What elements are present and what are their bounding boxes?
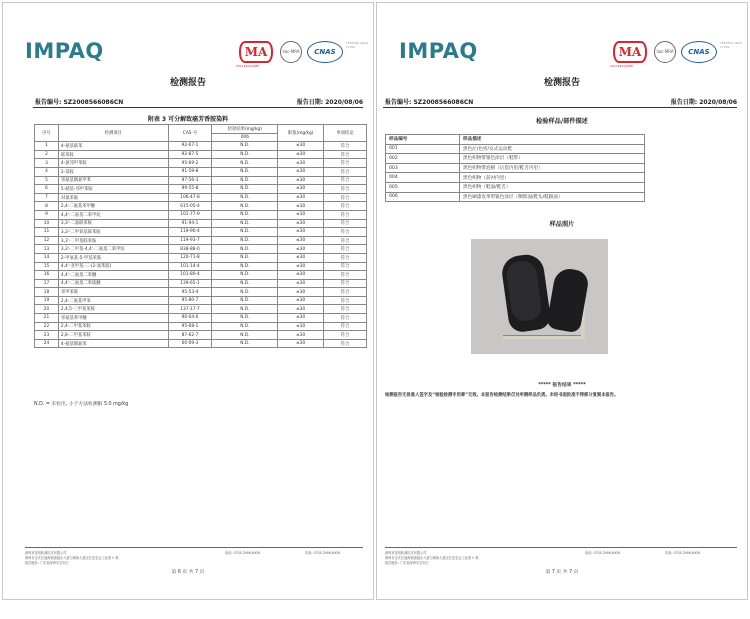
table-row	[386, 163, 645, 173]
cell-conclusion: 符合	[324, 279, 367, 288]
cell-result: N.D.	[212, 262, 278, 271]
cell-cas: 119-90-4	[168, 228, 212, 237]
cell-result: N.D.	[212, 296, 278, 305]
cell-no: 17	[35, 279, 59, 288]
cell-no: 15	[35, 262, 59, 271]
cell-item: 2,4-二氨基苯甲醚	[58, 202, 168, 211]
cnas-cert-icon: CNAS	[307, 41, 343, 63]
cell-sample-desc: 黑色/白色男/女式运动鞋	[460, 144, 645, 154]
cell-cas: 92-67-1	[168, 142, 212, 151]
cell-limit: ≤30	[278, 245, 324, 254]
cell-limit: ≤30	[278, 167, 324, 176]
cell-limit: ≤30	[278, 331, 324, 340]
table-row	[35, 176, 367, 185]
cell-result: N.D.	[212, 159, 278, 168]
report-end: ***** 报告结束 *****	[538, 383, 586, 388]
cell-no: 19	[35, 296, 59, 305]
table-row	[35, 262, 367, 271]
cell-cas: 95-68-1	[168, 322, 212, 331]
azo-dye-table	[34, 124, 367, 348]
samples-title: 检验样品/部件描述	[536, 118, 588, 125]
cma-cert-number: 201719011986	[236, 64, 259, 67]
impaq-logo: IMPAQ	[25, 39, 104, 63]
page-number: 第 6 页 共 7 页	[171, 570, 205, 575]
cell-item: 5-硝基-邻甲苯胺	[58, 185, 168, 194]
col-header-sample-006: 006	[212, 133, 278, 142]
cell-result: N.D.	[212, 176, 278, 185]
cell-limit: ≤30	[278, 314, 324, 323]
cell-no: 10	[35, 219, 59, 228]
cell-limit: ≤30	[278, 322, 324, 331]
cell-result: N.D.	[212, 253, 278, 262]
cell-limit: ≤30	[278, 210, 324, 219]
cell-limit: ≤30	[278, 262, 324, 271]
cnas-cert-icon: CNAS	[681, 41, 717, 63]
cell-sample-desc: 黑色织物带银色涂层（鞋带）	[460, 154, 645, 164]
cell-cas: 101-14-4	[168, 262, 212, 271]
report-meta	[35, 97, 363, 107]
cell-sample-id: 006	[386, 192, 460, 202]
cell-result: N.D.	[212, 219, 278, 228]
footer-service: 报告服务: 广东省深圳市宝安区	[385, 561, 429, 565]
cma-cert-icon: MA	[239, 41, 273, 63]
cell-item: 3,3'-二甲氧基联苯胺	[58, 228, 168, 237]
cell-cas: 101-80-4	[168, 271, 212, 280]
cell-cas: 60-09-3	[168, 339, 212, 348]
cell-cas: 97-56-3	[168, 176, 212, 185]
cell-item: 对氯苯胺	[58, 193, 168, 202]
cell-item: 4-氯邻甲苯胺	[58, 159, 168, 168]
table-row	[35, 314, 367, 323]
cell-no: 2	[35, 150, 59, 159]
cell-no: 3	[35, 159, 59, 168]
cell-result: N.D.	[212, 236, 278, 245]
cell-no: 23	[35, 331, 59, 340]
footer-address: 深圳市宝安区福海街道福永大道与新和大道交汇处宏达工业园 C 栋	[385, 556, 479, 560]
cell-result: N.D.	[212, 245, 278, 254]
cell-conclusion: 符合	[324, 202, 367, 211]
table-row	[386, 173, 645, 183]
cell-item: 2,4-二甲基苯胺	[58, 322, 168, 331]
cell-item: 4,4'-二氨基二苯甲烷	[58, 210, 168, 219]
cell-no: 9	[35, 210, 59, 219]
table-row	[35, 305, 367, 314]
table-row	[386, 154, 645, 164]
cell-item: 4-氨基偶氮苯	[58, 339, 168, 348]
cell-sample-desc: 黑色织物（前衬内里）	[460, 173, 645, 183]
col-header-item: 检测项目	[58, 125, 168, 142]
table-row	[35, 185, 367, 194]
cell-conclusion: 符合	[324, 253, 367, 262]
footer-divider	[25, 547, 363, 548]
report-date: 报告日期: 2020/08/06	[670, 99, 737, 106]
footnote: N.D. = 未检出, 小于方法检测限 5.0 mg/kg	[34, 402, 129, 407]
cell-item: 2,6-二甲基苯胺	[58, 331, 168, 340]
col-header-sample-desc: 样品描述	[460, 135, 645, 145]
cell-conclusion: 符合	[324, 322, 367, 331]
table-row	[386, 182, 645, 192]
cell-no: 24	[35, 339, 59, 348]
table-row	[35, 253, 367, 262]
table-row	[35, 150, 367, 159]
cell-sample-id: 004	[386, 173, 460, 183]
cell-sample-id: 001	[386, 144, 460, 154]
disclaimer: 检测报告无批准人签字及“检验检测专用章”无效。本报告检测结果仅对所测样品负责。未经书面批准不得部分复制本报告。	[385, 393, 619, 398]
footer-company: 深圳市英柏检测技术有限公司	[25, 551, 67, 555]
cell-item: 2-甲氧基-5-甲基苯胺	[58, 253, 168, 262]
cell-limit: ≤30	[278, 193, 324, 202]
table-title: 附表 3 可分解致癌芳香胺染料	[147, 116, 229, 123]
sample-photo	[471, 239, 608, 354]
report-page-7	[376, 2, 748, 600]
cell-conclusion: 符合	[324, 262, 367, 271]
cell-conclusion: 符合	[324, 142, 367, 151]
col-header-limit: 限值(mg/kg)	[278, 125, 324, 142]
cell-item: 3,3'-二甲基-4,4'-二氨基二苯甲烷	[58, 245, 168, 254]
cell-limit: ≤30	[278, 228, 324, 237]
cell-conclusion: 符合	[324, 185, 367, 194]
cell-cas: 95-53-4	[168, 288, 212, 297]
table-row	[35, 193, 367, 202]
cell-item: 3,3'-二甲基联苯胺	[58, 236, 168, 245]
col-header-sample-id: 样品编号	[386, 135, 460, 145]
cell-limit: ≤30	[278, 305, 324, 314]
cell-cas: 91-94-1	[168, 219, 212, 228]
cell-item: 4,4'-亚甲基-二-(2-氯苯胺)	[58, 262, 168, 271]
cell-cas: 137-17-7	[168, 305, 212, 314]
report-number: 报告编号: SZ2008566086CN	[385, 99, 474, 106]
cell-cas: 92-87-5	[168, 150, 212, 159]
cell-limit: ≤30	[278, 150, 324, 159]
table-row	[35, 271, 367, 280]
report-page-6	[2, 2, 374, 600]
impaq-logo: IMPAQ	[399, 39, 478, 63]
cell-no: 20	[35, 305, 59, 314]
cell-conclusion: 符合	[324, 150, 367, 159]
cell-conclusion: 符合	[324, 219, 367, 228]
cell-conclusion: 符合	[324, 245, 367, 254]
cell-conclusion: 符合	[324, 228, 367, 237]
cell-limit: ≤30	[278, 253, 324, 262]
samples-table	[385, 134, 645, 202]
cell-cas: 101-77-9	[168, 210, 212, 219]
cell-sample-desc: 黑色织物（鞋面/鞋舌）	[460, 182, 645, 192]
cell-item: 联苯胺	[58, 150, 168, 159]
cell-no: 1	[35, 142, 59, 151]
cell-result: N.D.	[212, 314, 278, 323]
cell-limit: ≤30	[278, 219, 324, 228]
table-row	[35, 322, 367, 331]
cell-conclusion: 符合	[324, 176, 367, 185]
cell-limit: ≤30	[278, 288, 324, 297]
cell-cas: 87-62-7	[168, 331, 212, 340]
cell-cas: 615-05-4	[168, 202, 212, 211]
cell-conclusion: 符合	[324, 305, 367, 314]
cell-cas: 106-47-8	[168, 193, 212, 202]
cell-no: 7	[35, 193, 59, 202]
cell-cas: 95-69-2	[168, 159, 212, 168]
cell-item: 4,4'-二氨基二苯醚	[58, 271, 168, 280]
footer-company: 深圳市英柏检测技术有限公司	[385, 551, 427, 555]
col-header-no: 序号	[35, 125, 59, 142]
cell-limit: ≤30	[278, 339, 324, 348]
cell-limit: ≤30	[278, 202, 324, 211]
cell-sample-id: 003	[386, 163, 460, 173]
footer-phone: 电话: 0755-2906-6930	[225, 551, 261, 555]
cell-no: 22	[35, 322, 59, 331]
photo-ruler	[503, 335, 583, 339]
cell-limit: ≤30	[278, 236, 324, 245]
cell-result: N.D.	[212, 150, 278, 159]
cell-no: 8	[35, 202, 59, 211]
table-row	[35, 159, 367, 168]
cell-no: 14	[35, 253, 59, 262]
cell-item: 2,4-二氨基甲苯	[58, 296, 168, 305]
cell-no: 12	[35, 236, 59, 245]
cell-result: N.D.	[212, 279, 278, 288]
cell-cas: 119-93-7	[168, 236, 212, 245]
table-row	[35, 236, 367, 245]
report-meta	[385, 97, 737, 107]
cell-result: N.D.	[212, 210, 278, 219]
cell-cas: 838-88-0	[168, 245, 212, 254]
cell-result: N.D.	[212, 331, 278, 340]
table-row	[386, 192, 645, 202]
table-row	[35, 228, 367, 237]
cell-item: 2,4,5-三甲基苯胺	[58, 305, 168, 314]
cell-conclusion: 符合	[324, 159, 367, 168]
cell-item: 3,3'-二氯联苯胺	[58, 219, 168, 228]
report-date: 报告日期: 2020/08/06	[296, 99, 363, 106]
cell-result: N.D.	[212, 142, 278, 151]
cma-cert-number: 201719011986	[610, 64, 633, 67]
cell-cas: 139-65-1	[168, 279, 212, 288]
table-row	[35, 167, 367, 176]
cell-limit: ≤30	[278, 176, 324, 185]
cell-conclusion: 符合	[324, 167, 367, 176]
cell-conclusion: 符合	[324, 193, 367, 202]
footer-fax: 传真: 0755-2906-6930	[305, 551, 341, 555]
cell-conclusion: 符合	[324, 236, 367, 245]
table-row	[35, 202, 367, 211]
cell-result: N.D.	[212, 271, 278, 280]
cell-result: N.D.	[212, 193, 278, 202]
meta-divider	[383, 107, 737, 108]
cell-no: 18	[35, 288, 59, 297]
table-row	[35, 296, 367, 305]
cnas-cert-note: TESTING CNAS L7950	[346, 41, 369, 49]
cell-limit: ≤30	[278, 279, 324, 288]
table-row	[35, 142, 367, 151]
table-row	[35, 245, 367, 254]
cell-conclusion: 符合	[324, 271, 367, 280]
cma-cert-icon: MA	[613, 41, 647, 63]
col-header-cas: CAS 号	[168, 125, 212, 142]
cell-item: 邻甲苯胺	[58, 288, 168, 297]
cell-conclusion: 符合	[324, 296, 367, 305]
table-row	[35, 279, 367, 288]
cell-result: N.D.	[212, 322, 278, 331]
cell-sample-id: 002	[386, 154, 460, 164]
page-number: 第 7 页 共 7 页	[545, 570, 579, 575]
cell-limit: ≤30	[278, 142, 324, 151]
cell-result: N.D.	[212, 305, 278, 314]
footer-address: 深圳市宝安区福海街道福永大道与新和大道交汇处宏达工业园 C 栋	[25, 556, 119, 560]
col-header-conclusion: 单项结论	[324, 125, 367, 142]
report-number: 报告编号: SZ2008566086CN	[35, 99, 124, 106]
cell-cas: 95-80-7	[168, 296, 212, 305]
cell-no: 6	[35, 185, 59, 194]
cell-conclusion: 符合	[324, 339, 367, 348]
table-row	[386, 144, 645, 154]
footer-divider	[385, 547, 737, 548]
cell-cas: 99-55-8	[168, 185, 212, 194]
footer-fax: 传真: 0755-2906-6930	[665, 551, 701, 555]
cell-limit: ≤30	[278, 159, 324, 168]
cell-result: N.D.	[212, 185, 278, 194]
cell-cas: 91-59-8	[168, 167, 212, 176]
cell-no: 5	[35, 176, 59, 185]
cell-conclusion: 符合	[324, 210, 367, 219]
cell-conclusion: 符合	[324, 331, 367, 340]
cell-no: 13	[35, 245, 59, 254]
cell-cas: 120-71-8	[168, 253, 212, 262]
table-row	[35, 210, 367, 219]
cell-limit: ≤30	[278, 296, 324, 305]
cell-no: 4	[35, 167, 59, 176]
cell-no: 21	[35, 314, 59, 323]
meta-divider	[33, 107, 363, 108]
cell-item: 4-氨基联苯	[58, 142, 168, 151]
cell-item: 4,4'-二氨基二苯硫醚	[58, 279, 168, 288]
cell-result: N.D.	[212, 288, 278, 297]
col-header-result: 检验结果(mg/kg)	[212, 125, 278, 134]
footer-phone: 电话: 0755-2906-6930	[585, 551, 621, 555]
table-row	[35, 288, 367, 297]
cell-conclusion: 符合	[324, 288, 367, 297]
cell-result: N.D.	[212, 167, 278, 176]
cell-item: 邻氨基偶氮甲苯	[58, 176, 168, 185]
table-row	[35, 331, 367, 340]
table-row	[35, 339, 367, 348]
page-title: 检测报告	[543, 78, 580, 88]
table-row	[35, 219, 367, 228]
cell-result: N.D.	[212, 339, 278, 348]
page-title: 检测报告	[169, 78, 206, 88]
cell-item: 邻氨基苯甲醚	[58, 314, 168, 323]
cell-sample-desc: 黑色织物带泡棉（后套内里/鞋舌内里）	[460, 163, 645, 173]
cell-cas: 90-04-0	[168, 314, 212, 323]
photo-title: 样品照片	[549, 221, 575, 228]
ilac-cert-icon: ilac-MRA	[654, 41, 676, 63]
cell-sample-desc: 黑色刷漆皮革带银色涂层（侧饰面/鞋头/鞋跟面）	[460, 192, 645, 202]
cell-no: 11	[35, 228, 59, 237]
ilac-cert-icon: ilac-MRA	[280, 41, 302, 63]
cell-no: 16	[35, 271, 59, 280]
cell-conclusion: 符合	[324, 314, 367, 323]
cnas-cert-note: TESTING CNAS L7950	[720, 41, 743, 49]
cell-limit: ≤30	[278, 271, 324, 280]
footer-service: 报告服务: 广东省深圳市宝安区	[25, 561, 69, 565]
cell-item: 2-萘胺	[58, 167, 168, 176]
cell-sample-id: 005	[386, 182, 460, 192]
cell-result: N.D.	[212, 228, 278, 237]
cell-limit: ≤30	[278, 185, 324, 194]
cell-result: N.D.	[212, 202, 278, 211]
